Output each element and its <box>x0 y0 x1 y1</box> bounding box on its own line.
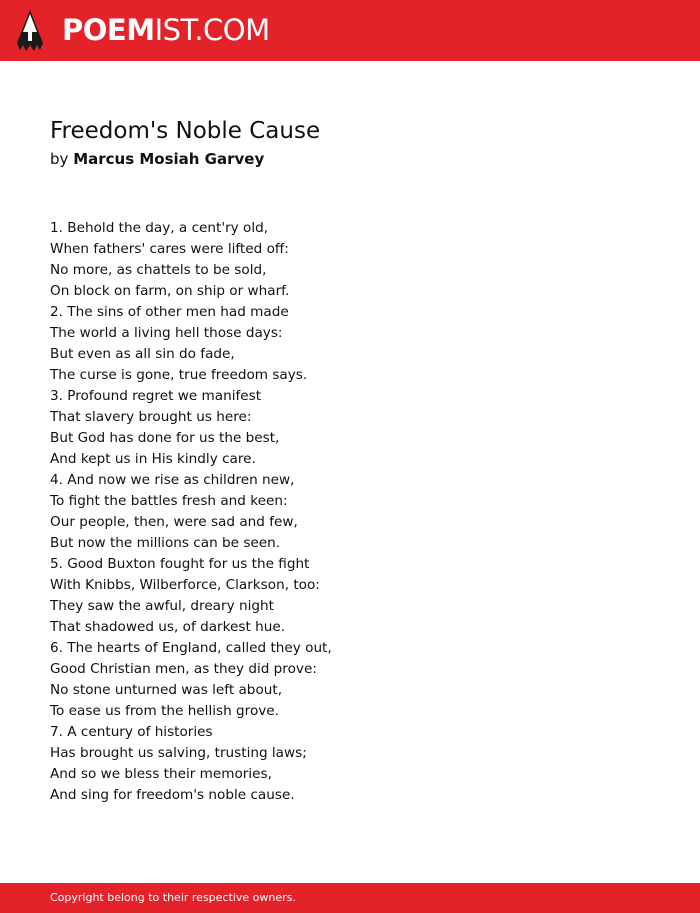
poem-author: Marcus Mosiah Garvey <box>73 150 265 168</box>
by-label: by <box>50 150 69 168</box>
poem-line: No stone unturned was left about, <box>50 682 283 698</box>
poem-title: Freedom's Noble Cause <box>50 118 321 144</box>
poem-line: With Knibbs, Wilberforce, Clarkson, too: <box>50 577 320 593</box>
poem-line: And so we bless their memories, <box>50 766 272 782</box>
poem-line: 7. A century of histories <box>50 724 213 740</box>
poem-line: They saw the awful, dreary night <box>50 598 274 614</box>
poem-line: The curse is gone, true freedom says. <box>50 367 308 383</box>
pencil-tip-icon[interactable] <box>17 10 43 52</box>
copyright-text: Copyright belong to their respective owners. <box>50 891 296 904</box>
poem-line: But even as all sin do fade, <box>50 346 235 362</box>
site-header <box>0 0 700 61</box>
poem-line: 4. And now we rise as children new, <box>50 472 295 488</box>
poem-line: 1. Behold the day, a cent'ry old, <box>50 220 269 236</box>
poem-line: 3. Profound regret we manifest <box>50 388 262 404</box>
poem-line: And sing for freedom's noble cause. <box>50 787 295 803</box>
poem-line: On block on farm, on ship or wharf. <box>50 283 290 299</box>
poem-line: That shadowed us, of darkest hue. <box>50 619 286 635</box>
poem-line: 6. The hearts of England, called they out, <box>50 640 332 656</box>
poem-line: To fight the battles fresh and keen: <box>50 493 288 509</box>
poem-line: No more, as chattels to be sold, <box>50 262 267 278</box>
site-logo[interactable] <box>62 12 270 48</box>
poem-line: To ease us from the hellish grove. <box>50 703 279 719</box>
logo-light-text: IST.COM <box>154 13 270 47</box>
poem-line: Our people, then, were sad and few, <box>50 514 298 530</box>
poem-line: But God has done for us the best, <box>50 430 280 446</box>
poem-line: And kept us in His kindly care. <box>50 451 256 467</box>
poem-line: But now the millions can be seen. <box>50 535 281 551</box>
poem-line: That slavery brought us here: <box>50 409 252 425</box>
poem-line: The world a living hell those days: <box>50 325 283 341</box>
logo-bold-text: POEM <box>62 13 155 47</box>
poem-line: Has brought us salving, trusting laws; <box>50 745 307 761</box>
poem-line: Good Christian men, as they did prove: <box>50 661 317 677</box>
poem-body <box>50 218 332 806</box>
site-footer <box>0 883 700 913</box>
poem-line: 2. The sins of other men had made <box>50 304 289 320</box>
poem-line: 5. Good Buxton fought for us the fight <box>50 556 310 572</box>
poem-line: When fathers' cares were lifted off: <box>50 241 289 257</box>
poem-byline <box>50 148 264 170</box>
